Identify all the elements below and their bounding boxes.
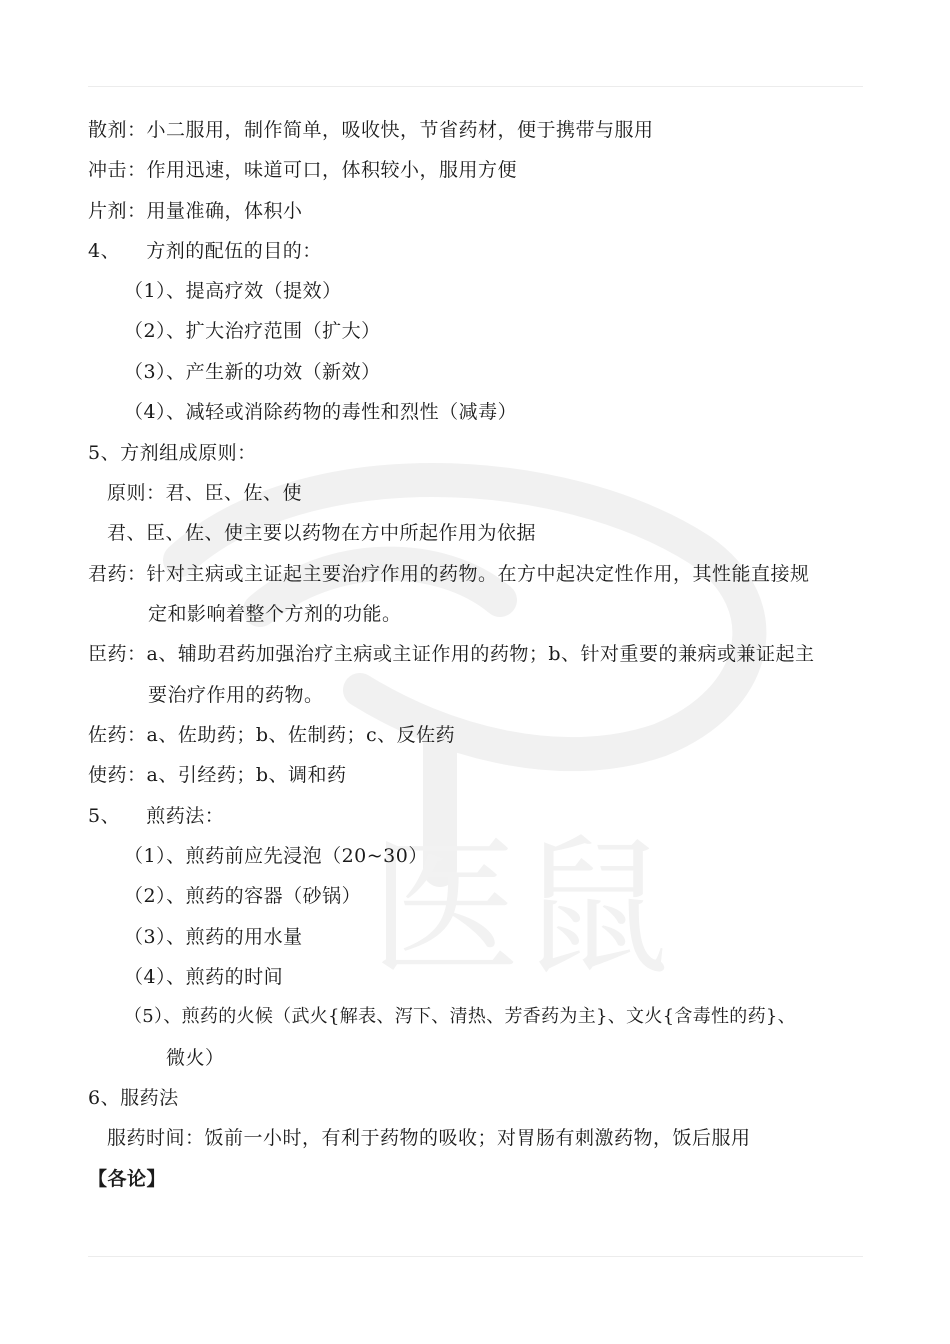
section-heading: 5、方剂组成原则： — [88, 442, 257, 464]
text-line: 原则：君、臣、佐、使 — [107, 482, 303, 504]
section-heading: 6、服药法 — [88, 1087, 179, 1109]
text-line: 君、臣、佐、使主要以药物在方中所起作用为依据 — [107, 522, 537, 544]
section-heading: 4、 方剂的配伍的目的： — [88, 240, 322, 262]
text-line: 冲击：作用迅速，味道可口，体积较小，服用方便 — [88, 159, 518, 181]
list-item: 微火） — [166, 1047, 225, 1069]
text-line: 片剂：用量准确，体积小 — [88, 200, 303, 222]
header-rule — [88, 86, 863, 87]
section-heading: 5、 煎药法： — [88, 805, 225, 827]
list-item: （1）、煎药前应先浸泡（20~30） — [124, 845, 428, 867]
list-item: （5）、煎药的火候（武火{解表、泻下、清热、芳香药为主}、文火{含毒性的药}、 — [124, 1006, 796, 1027]
text-line: 服药时间：饭前一小时，有利于药物的吸收；对胃肠有刺激药物，饭后服用 — [107, 1127, 751, 1149]
list-item: （1）、提高疗效（提效） — [124, 280, 342, 302]
text-line: 散剂：小二服用，制作简单，吸收快，节省药材，便于携带与服用 — [88, 119, 654, 141]
watermark-text: 医鼠 — [369, 822, 671, 996]
list-item: （2）、扩大治疗范围（扩大） — [124, 320, 381, 342]
text-line: 定和影响着整个方剂的功能。 — [148, 603, 402, 625]
list-item: （2）、煎药的容器（砂锅） — [124, 885, 362, 907]
text-line: 佐药：a、佐助药；b、佐制药；c、反佐药 — [88, 724, 456, 746]
list-item: （4）、减轻或消除药物的毒性和烈性（减毒） — [124, 401, 518, 423]
list-item: （3）、产生新的功效（新效） — [124, 361, 381, 383]
text-line: 使药：a、引经药；b、调和药 — [88, 764, 347, 786]
text-line: 要治疗作用的药物。 — [148, 684, 324, 706]
text-line: 臣药：a、辅助君药加强治疗主病或主证作用的药物；b、针对重要的兼病或兼证起主 — [88, 643, 815, 665]
list-item: （4）、煎药的时间 — [124, 966, 284, 988]
list-item: （3）、煎药的用水量 — [124, 926, 303, 948]
footer-rule — [88, 1256, 863, 1257]
text-line: 君药：针对主病或主证起主要治疗作用的药物。在方中起决定性作用，其性能直接规 — [88, 563, 810, 585]
section-heading: 【各论】 — [88, 1168, 167, 1190]
